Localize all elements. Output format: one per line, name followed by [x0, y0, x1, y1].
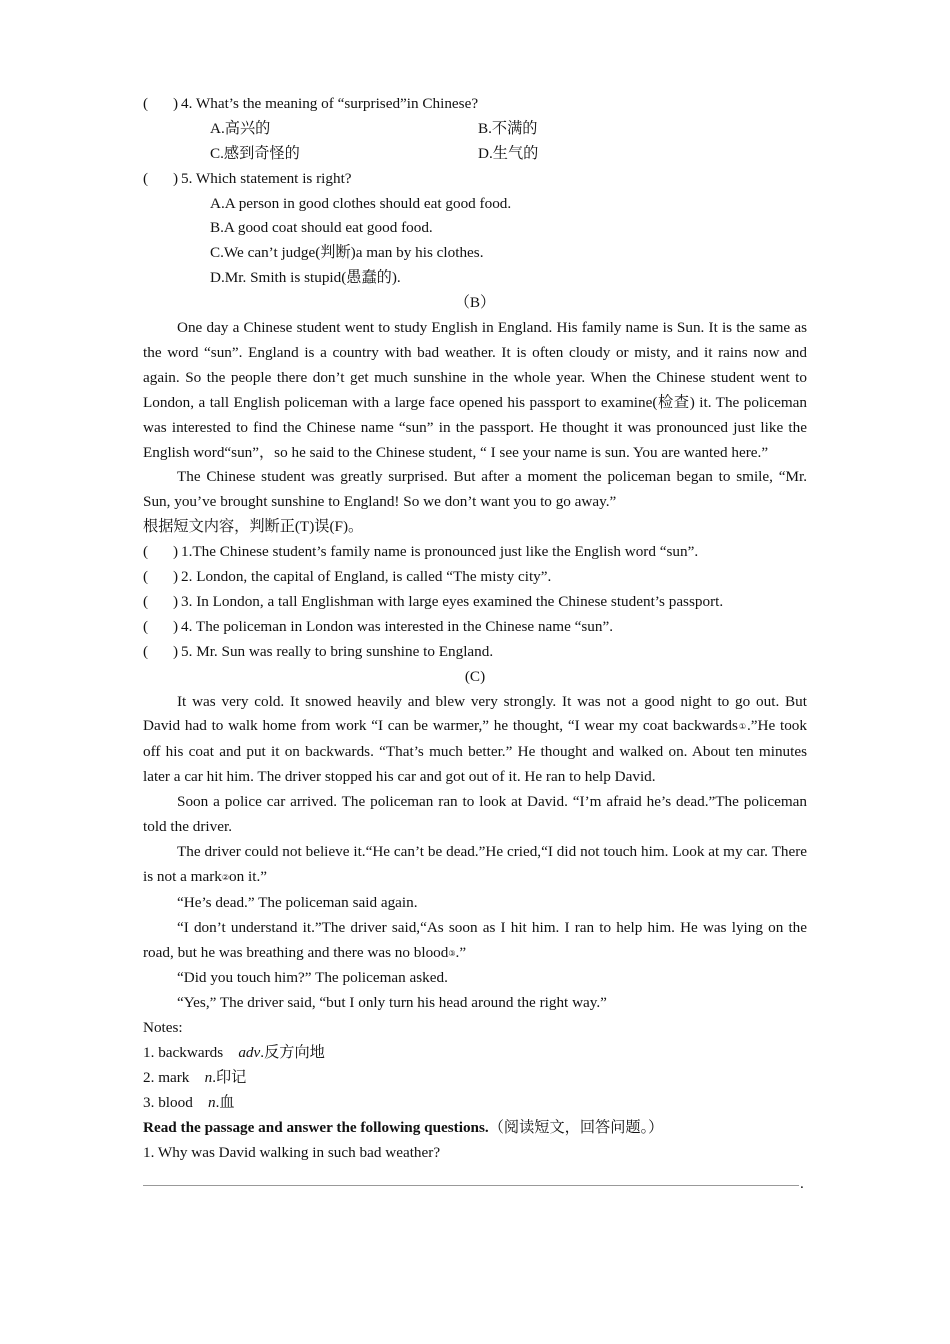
task-instruction-en: Read the passage and answer the following questions. [143, 1118, 489, 1136]
note-item-1 [143, 1041, 807, 1066]
footnote-marker-2: ② [221, 872, 230, 882]
task-instruction-cn: （阅读短文，回答问题。） [488, 1118, 664, 1136]
answer-paren-open: ( [143, 95, 149, 112]
note-word: 1. backwards [143, 1044, 224, 1062]
answer-paren-close: ) [173, 169, 179, 187]
note-meaning: .血 [215, 1093, 235, 1111]
answer-line[interactable] [143, 1176, 807, 1196]
answer-paren-close: ) [173, 617, 179, 635]
option-c: C.We can’t judge(判断)a man by his clothes. [210, 244, 484, 262]
note-part-of-speech: n [204, 1069, 213, 1087]
question-text: 5. Which statement is right? [181, 169, 352, 187]
tf-item-text: 1.The Chinese student’s family name is pronounced just like the English word “sun”. [181, 543, 699, 561]
section-heading-b: （B） [454, 294, 496, 312]
note-item-2 [143, 1066, 807, 1091]
answer-paren-close: ) [173, 592, 179, 610]
tf-item-2 [143, 565, 807, 590]
answer-paren-open: ( [143, 568, 149, 586]
answer-paren-open: ( [143, 169, 149, 187]
options-a5 [210, 192, 807, 292]
tf-item-5 [143, 640, 807, 665]
passage-b-paragraph-1: One day a Chinese student went to study English in England. His family name is Sun. It is the same as the word “sun”. England is a country with bad weather. It is often cloudy or misty, and it rains now and again. So the people there don’t get much sunshine in the whole year. When the Chinese student went to London, a tall English policeman with a large face opened his passport to examine(检查) it. The policeman was interested to find the Chinese name “sun” in the passport. He thought it was pronounced just like the English word“sun”，so he said to the Chinese student, “ I see your name is sun. You are wanted here.” [143, 319, 807, 461]
tf-item-text: 3. In London, a tall Englishman with large eyes examined the Chinese student’s passport. [181, 592, 724, 610]
options-row [210, 142, 807, 167]
option-c: C.感到奇怪的 [210, 144, 300, 162]
answer-paren-close: ) [173, 543, 179, 561]
note-part-of-speech: adv [238, 1044, 261, 1062]
option-b: B.A good coat should eat good food. [210, 219, 433, 237]
text-run: on it.” [229, 867, 268, 885]
answer-paren-close: ) [173, 95, 179, 112]
note-part-of-speech: n [207, 1093, 216, 1111]
text-run: .” [455, 943, 467, 961]
option-d: D.生气的 [478, 144, 539, 162]
note-item-3 [143, 1091, 807, 1116]
options-row [210, 117, 807, 142]
notes-label: Notes: [143, 1019, 183, 1037]
tf-item-text: 5. Mr. Sun was really to bring sunshine to England. [181, 642, 494, 660]
text-run: The driver could not believe it.“He can’t be dead.”He cried,“I did not touch him. Look at my car. There is not a mark [143, 842, 807, 885]
question-a4 [143, 92, 807, 117]
option-b: B.不满的 [478, 119, 538, 137]
text-run: “I don’t understand it.”The driver said,“As soon as I hit him. I ran to help him. He was lying on the road, but he was breathing and there was no blood [143, 918, 807, 961]
passage-c-paragraph-5 [143, 916, 807, 967]
text-run: It was very cold. It snowed heavily and blew very strongly. It was not a good night to go out. But David had to walk home from work “I can be warmer,” he thought, “I wear my coat backwards [143, 692, 807, 735]
passage-c-paragraph-4: “He’s dead.” The policeman said again. [177, 893, 418, 911]
passage-c-paragraph-1 [143, 690, 807, 791]
passage-c-paragraph-6: “Did you touch him?” The policeman asked. [177, 969, 448, 987]
task-instruction [143, 1116, 807, 1141]
answer-paren-close: ) [173, 642, 179, 660]
answer-paren-open: ( [143, 617, 149, 635]
tf-item-4 [143, 615, 807, 640]
tf-item-3 [143, 590, 807, 615]
instruction-true-false: 根据短文内容，判断正(T)误(F)。 [143, 518, 364, 536]
section-heading-c: (C) [464, 667, 486, 685]
passage-b-paragraph-2: The Chinese student was greatly surprised. But after a moment the policeman began to smile, “Mr. Sun, you’ve brought sunshine to England! So we don’t want you to go away.” [143, 468, 807, 511]
tf-item-text: 2. London, the capital of England, is called “The misty city”. [181, 568, 552, 586]
passage-c-paragraph-7: “Yes,” The driver said, “but I only turn his head around the right way.” [177, 994, 607, 1012]
question-text: 4. What’s the meaning of “surprised”in Chinese? [181, 95, 479, 112]
question-c1: 1. Why was David walking in such bad weather? [143, 1143, 441, 1161]
footnote-marker-3: ③ [448, 948, 456, 958]
answer-paren-open: ( [143, 592, 149, 610]
answer-paren-open: ( [143, 543, 149, 561]
note-meaning: .印记 [212, 1069, 247, 1087]
option-d: D.Mr. Smith is stupid(愚蠢的). [210, 269, 401, 287]
tf-item-1 [143, 540, 807, 565]
option-a: A.A person in good clothes should eat good food. [210, 194, 512, 212]
answer-paren-close: ) [173, 568, 179, 586]
passage-c-paragraph-3 [143, 840, 807, 891]
footnote-marker-1: ① [737, 722, 747, 732]
question-a5 [143, 167, 807, 192]
answer-underline [143, 1185, 799, 1186]
note-word: 3. blood [143, 1093, 193, 1111]
tf-item-text: 4. The policeman in London was interested in the Chinese name “sun”. [181, 617, 614, 635]
answer-end-period: . [800, 1174, 804, 1192]
note-meaning: .反方向地 [260, 1044, 325, 1062]
answer-paren-open: ( [143, 642, 149, 660]
options-a4 [210, 117, 807, 167]
note-word: 2. mark [143, 1069, 190, 1087]
text-run: .”He took off his coat and put it on backwards. “That’s much better.” He thought and walked on. About ten minutes later a car hit him. The driver stopped his car and got out of it. He ran to help David. [143, 717, 807, 786]
passage-c-paragraph-2: Soon a police car arrived. The policeman ran to look at David. “I’m afraid he’s dead.”The policeman told the driver. [143, 793, 807, 836]
option-a: A.高兴的 [210, 119, 271, 137]
